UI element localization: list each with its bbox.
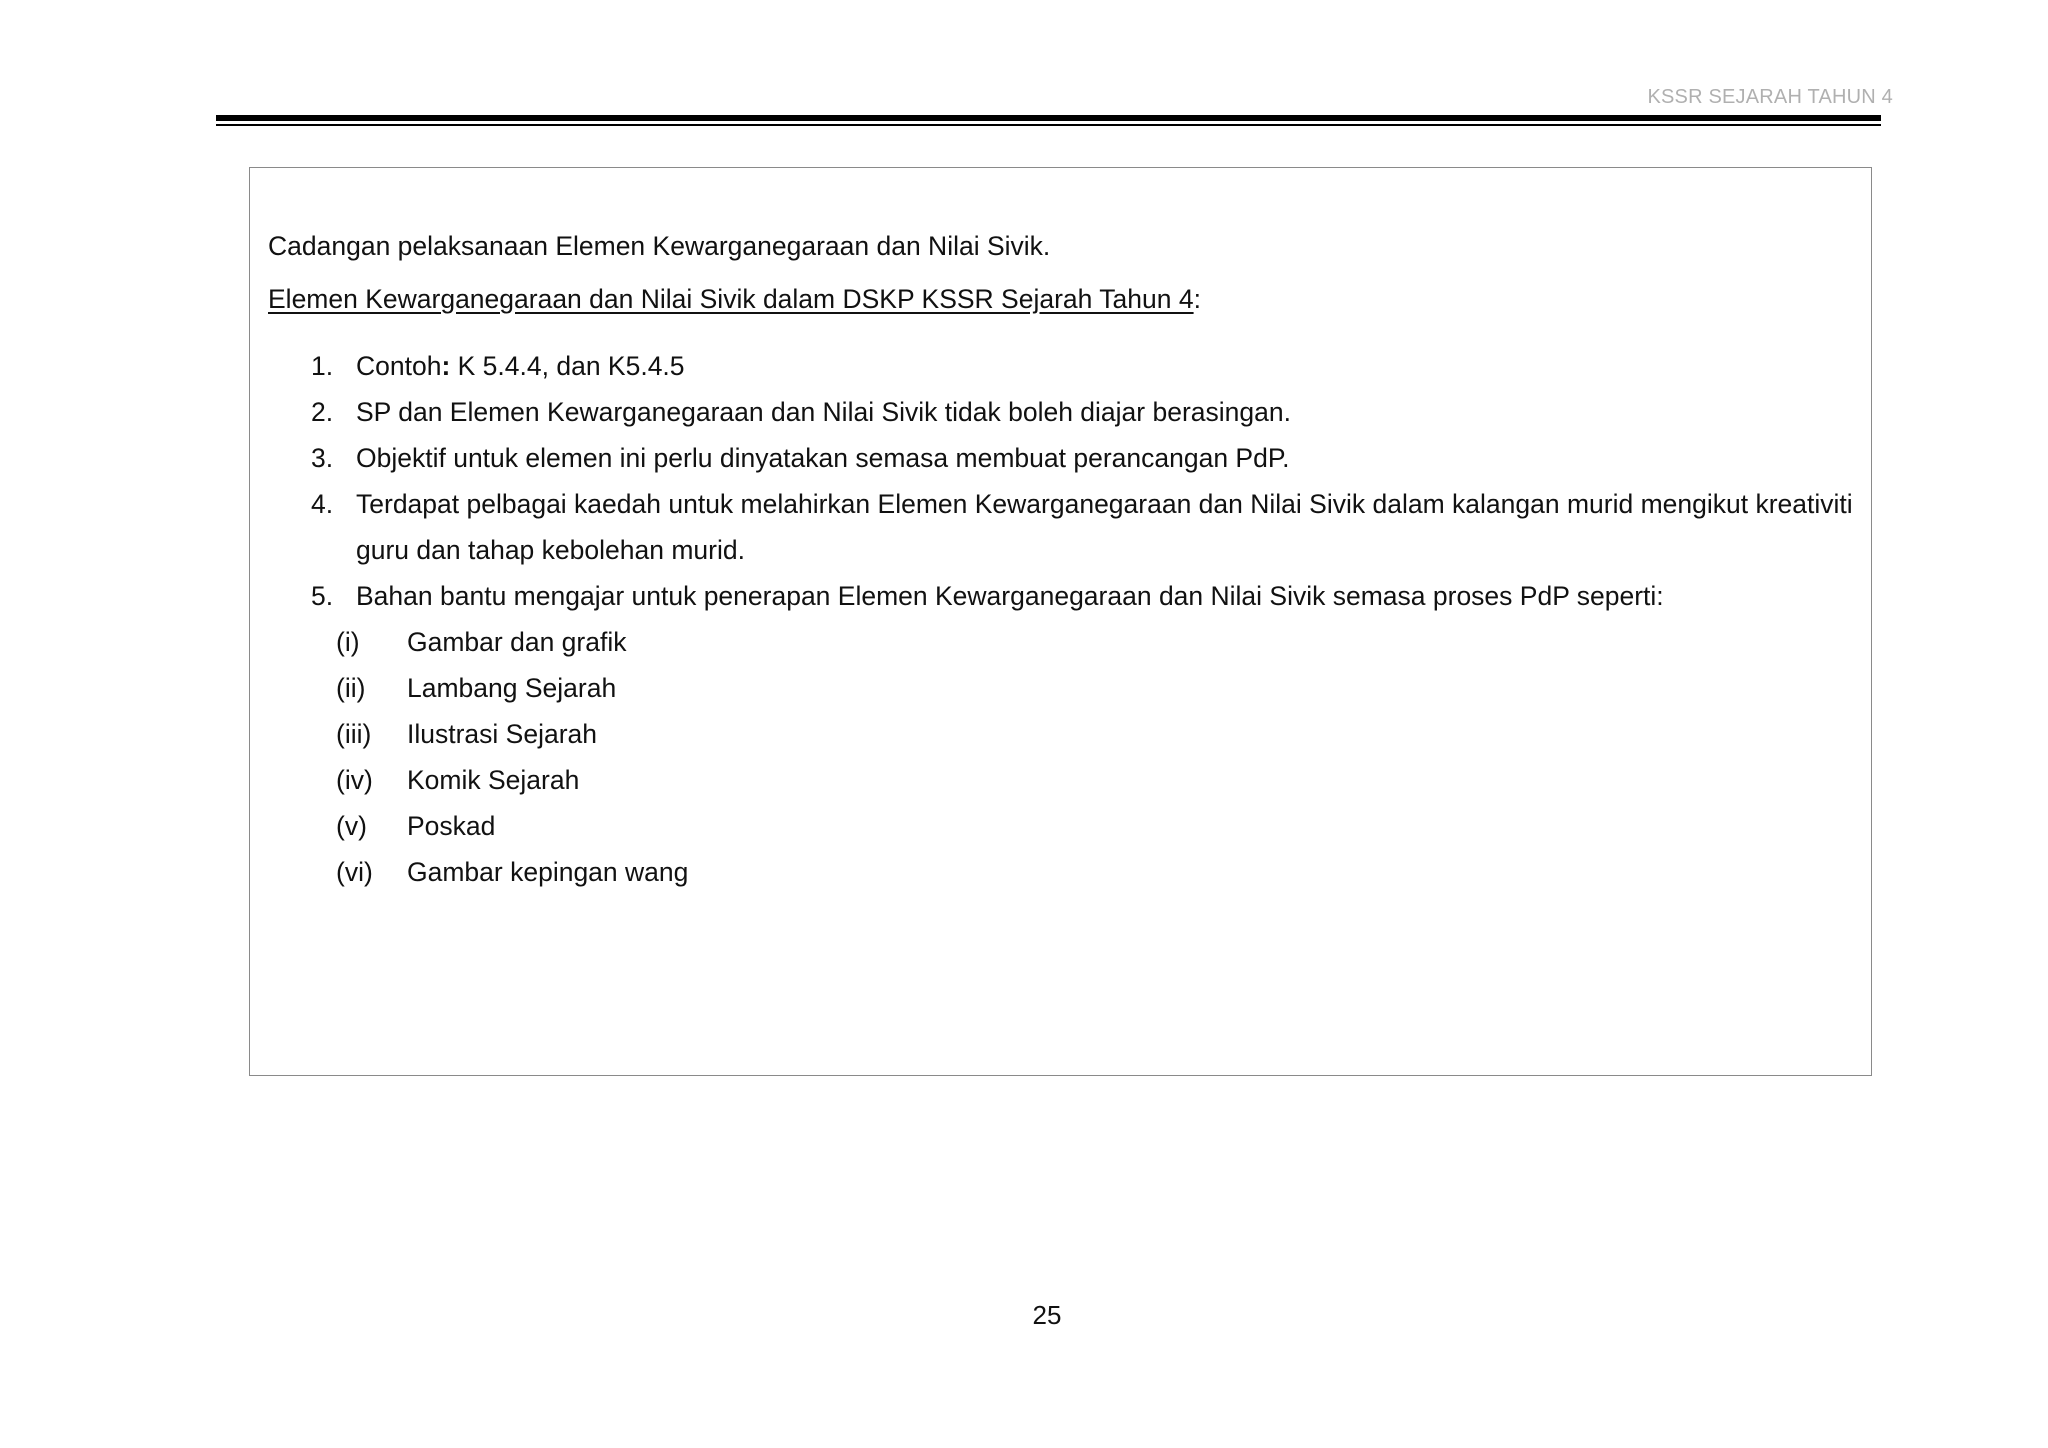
numbered-list — [268, 343, 1861, 619]
roman-list — [268, 619, 1861, 895]
roman-item-text: Gambar dan grafik — [407, 627, 627, 657]
running-header: KSSR SEJARAH TAHUN 4 — [1647, 86, 1893, 108]
box-content — [268, 228, 1861, 895]
list-item — [268, 435, 1861, 481]
roman-numeral: (i) — [336, 627, 360, 657]
roman-list-item — [268, 665, 1861, 711]
item-text: Objektif untuk elemen ini perlu dinyatakan semasa membuat perancangan PdP. — [356, 443, 1290, 473]
item-prefix-colon: : — [441, 351, 451, 381]
list-item — [268, 343, 1861, 389]
item-number: 2. — [311, 397, 334, 427]
item-number: 4. — [311, 489, 334, 519]
item-text: Bahan bantu mengajar untuk penerapan Elemen Kewarganegaraan dan Nilai Sivik semasa proses PdP seperti: — [356, 581, 1664, 611]
roman-item-text: Lambang Sejarah — [407, 673, 617, 703]
roman-item-text: Komik Sejarah — [407, 765, 580, 795]
content-box — [249, 167, 1872, 1076]
subheading — [268, 281, 1861, 317]
roman-numeral: (v) — [336, 811, 367, 841]
roman-list-item — [268, 619, 1861, 665]
item-text: Terdapat pelbagai kaedah untuk melahirkan Elemen Kewarganegaraan dan Nilai Sivik dalam kalangan murid mengikut kreativiti guru dan tahap kebolehan murid. — [356, 489, 1853, 565]
header-rule-thick — [216, 115, 1881, 121]
item-number: 1. — [311, 351, 334, 381]
roman-item-text: Gambar kepingan wang — [407, 857, 689, 887]
roman-numeral: (iii) — [336, 719, 372, 749]
roman-item-text: Ilustrasi Sejarah — [407, 719, 598, 749]
subheading-text: Elemen Kewarganegaraan dan Nilai Sivik dalam DSKP KSSR Sejarah Tahun 4 — [268, 284, 1194, 314]
roman-list-item — [268, 849, 1861, 895]
roman-list-item — [268, 757, 1861, 803]
roman-list-item — [268, 803, 1861, 849]
list-item — [268, 573, 1861, 619]
header-rule-thin — [216, 124, 1881, 126]
roman-numeral: (vi) — [336, 857, 373, 887]
item-number: 5. — [311, 581, 334, 611]
item-number: 3. — [311, 443, 334, 473]
roman-numeral: (iv) — [336, 765, 373, 795]
item-text: K 5.4.4, dan K5.4.5 — [450, 351, 685, 381]
item-prefix: Contoh — [356, 351, 442, 381]
roman-numeral: (ii) — [336, 673, 366, 703]
item-text: SP dan Elemen Kewarganegaraan dan Nilai Sivik tidak boleh diajar berasingan. — [356, 397, 1291, 427]
list-item — [268, 481, 1861, 573]
roman-item-text: Poskad — [407, 811, 496, 841]
list-item — [268, 389, 1861, 435]
page-number: 25 — [1032, 1300, 1062, 1330]
subheading-colon: : — [1193, 284, 1201, 314]
roman-list-item — [268, 711, 1861, 757]
intro-line: Cadangan pelaksanaan Elemen Kewarganegaraan dan Nilai Sivik. — [268, 231, 1051, 261]
